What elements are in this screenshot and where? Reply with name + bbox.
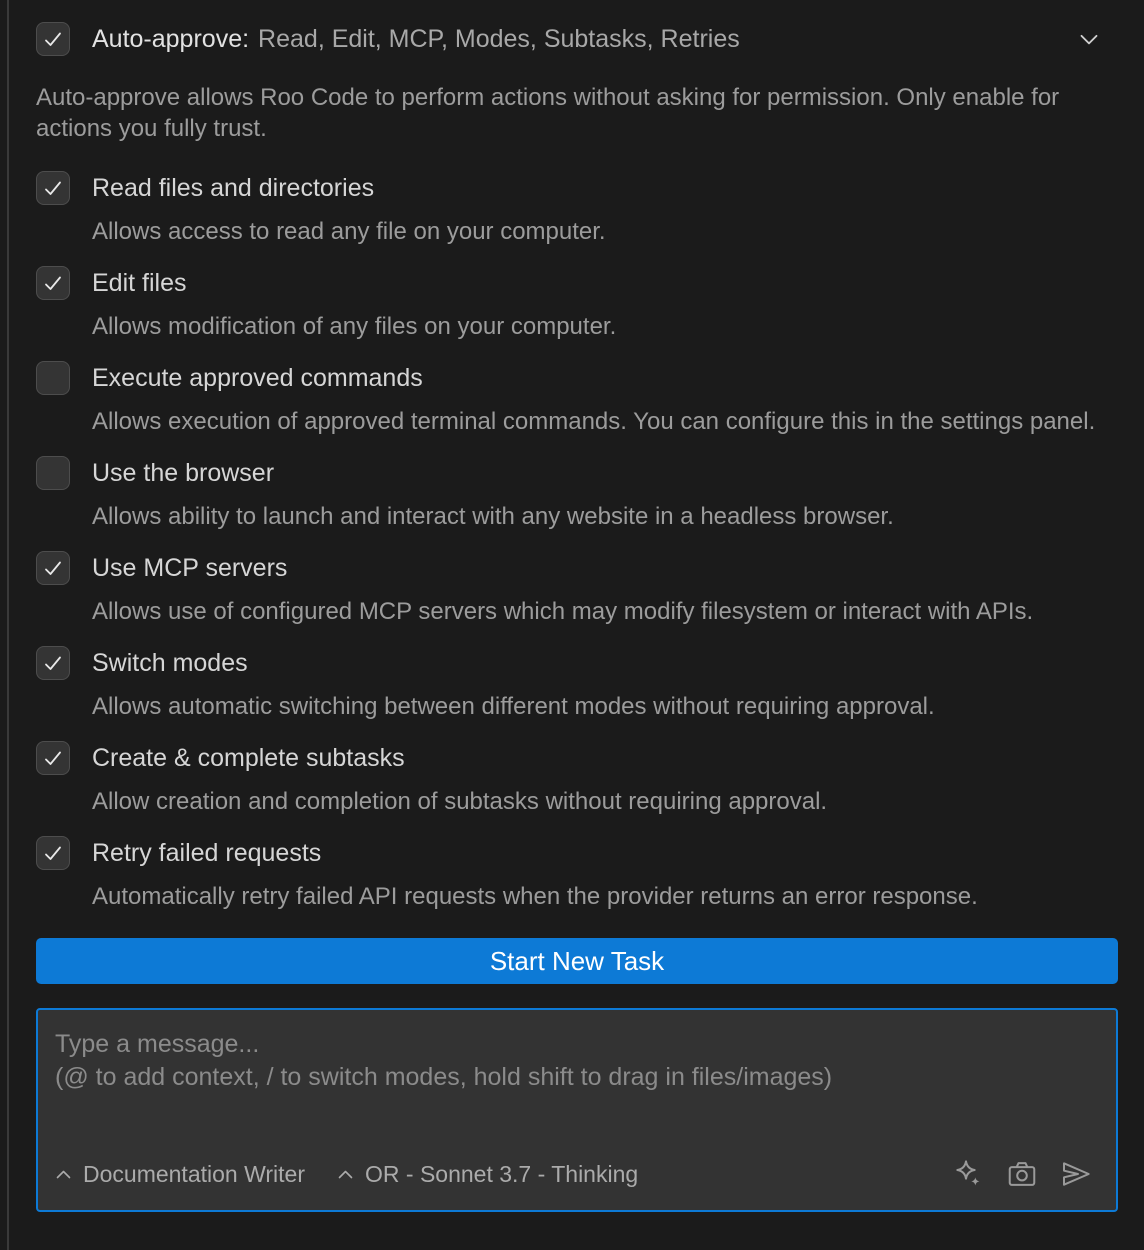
option-label: Switch modes xyxy=(92,648,248,677)
auto-approve-option xyxy=(36,360,1118,437)
option-row xyxy=(36,455,1118,491)
option-label: Read files and directories xyxy=(92,173,375,202)
option-checkbox[interactable] xyxy=(36,171,70,205)
auto-approve-summary: Read, Edit, MCP, Modes, Subtasks, Retries xyxy=(258,24,740,53)
auto-approve-option xyxy=(36,265,1118,342)
selectors xyxy=(55,1161,638,1188)
placeholder-line2: (@ to add context, / to switch modes, hold shift to drag in files/images) xyxy=(55,1063,833,1091)
checkmark-icon xyxy=(41,176,65,200)
camera-icon[interactable] xyxy=(1006,1158,1038,1190)
option-description: Allows use of configured MCP servers which may modify filesystem or interact with APIs. xyxy=(92,598,1034,625)
option-label: Use the browser xyxy=(92,458,275,487)
option-row xyxy=(36,550,1118,586)
chevron-down-icon[interactable] xyxy=(1074,24,1104,54)
option-description: Allows modification of any files on your computer. xyxy=(92,313,617,340)
option-label: Execute approved commands xyxy=(92,363,423,392)
option-checkbox[interactable] xyxy=(36,836,70,870)
option-row xyxy=(36,265,1118,301)
message-input[interactable] xyxy=(36,1008,1118,1212)
options-list xyxy=(36,170,1118,912)
auto-approve-option xyxy=(36,550,1118,627)
start-new-task-button[interactable]: Start New Task xyxy=(36,938,1118,984)
mode-selector-label: Documentation Writer xyxy=(83,1160,305,1187)
option-label: Edit files xyxy=(92,268,187,297)
option-row xyxy=(36,835,1118,871)
option-row xyxy=(36,170,1118,206)
option-description: Allows automatic switching between different modes without requiring approval. xyxy=(92,693,935,720)
option-row xyxy=(36,645,1118,681)
option-row xyxy=(36,360,1118,396)
option-checkbox[interactable] xyxy=(36,741,70,775)
checkmark-icon xyxy=(41,271,65,295)
chat-input-toolbar xyxy=(55,1158,1098,1190)
chevron-up-icon xyxy=(337,1169,354,1180)
chat-icons xyxy=(952,1158,1092,1190)
checkmark-icon xyxy=(41,841,65,865)
option-label: Create & complete subtasks xyxy=(92,743,405,772)
option-checkbox[interactable] xyxy=(36,551,70,585)
auto-approve-master-checkbox[interactable] xyxy=(36,22,70,56)
model-selector-label: OR - Sonnet 3.7 - Thinking xyxy=(365,1160,639,1187)
option-checkbox[interactable] xyxy=(36,646,70,680)
placeholder-line1: Type a message... xyxy=(55,1030,260,1058)
option-checkbox[interactable] xyxy=(36,361,70,395)
checkmark-icon xyxy=(41,746,65,770)
message-input-placeholder xyxy=(55,1028,1098,1094)
checkmark-icon xyxy=(41,27,65,51)
auto-approve-header[interactable] xyxy=(36,20,1118,58)
chevron-up-icon xyxy=(55,1169,72,1180)
option-description: Allows execution of approved terminal commands. You can configure this in the settings panel. xyxy=(92,408,1096,435)
option-label: Use MCP servers xyxy=(92,553,288,582)
option-checkbox[interactable] xyxy=(36,456,70,490)
send-icon[interactable] xyxy=(1060,1158,1092,1190)
checkmark-icon xyxy=(41,651,65,675)
option-description: Automatically retry failed API requests when the provider returns an error response. xyxy=(92,883,978,910)
auto-approve-label: Auto-approve: xyxy=(92,24,250,53)
auto-approve-option xyxy=(36,455,1118,532)
option-label: Retry failed requests xyxy=(92,838,322,867)
sparkle-icon[interactable] xyxy=(952,1158,984,1190)
checkmark-icon xyxy=(41,556,65,580)
auto-approve-option xyxy=(36,740,1118,817)
option-description: Allows access to read any file on your computer. xyxy=(92,218,606,245)
option-description: Allow creation and completion of subtasks without requiring approval. xyxy=(92,788,828,815)
auto-approve-option xyxy=(36,835,1118,912)
model-selector[interactable] xyxy=(337,1161,638,1188)
option-checkbox[interactable] xyxy=(36,266,70,300)
auto-approve-option xyxy=(36,645,1118,722)
option-description: Allows ability to launch and interact with any website in a headless browser. xyxy=(92,503,894,530)
auto-approve-description: Auto-approve allows Roo Code to perform actions without asking for permission. Only enable for actions you fully trust. xyxy=(36,84,1060,142)
auto-approve-option xyxy=(36,170,1118,247)
option-row xyxy=(36,740,1118,776)
mode-selector[interactable] xyxy=(55,1161,305,1188)
